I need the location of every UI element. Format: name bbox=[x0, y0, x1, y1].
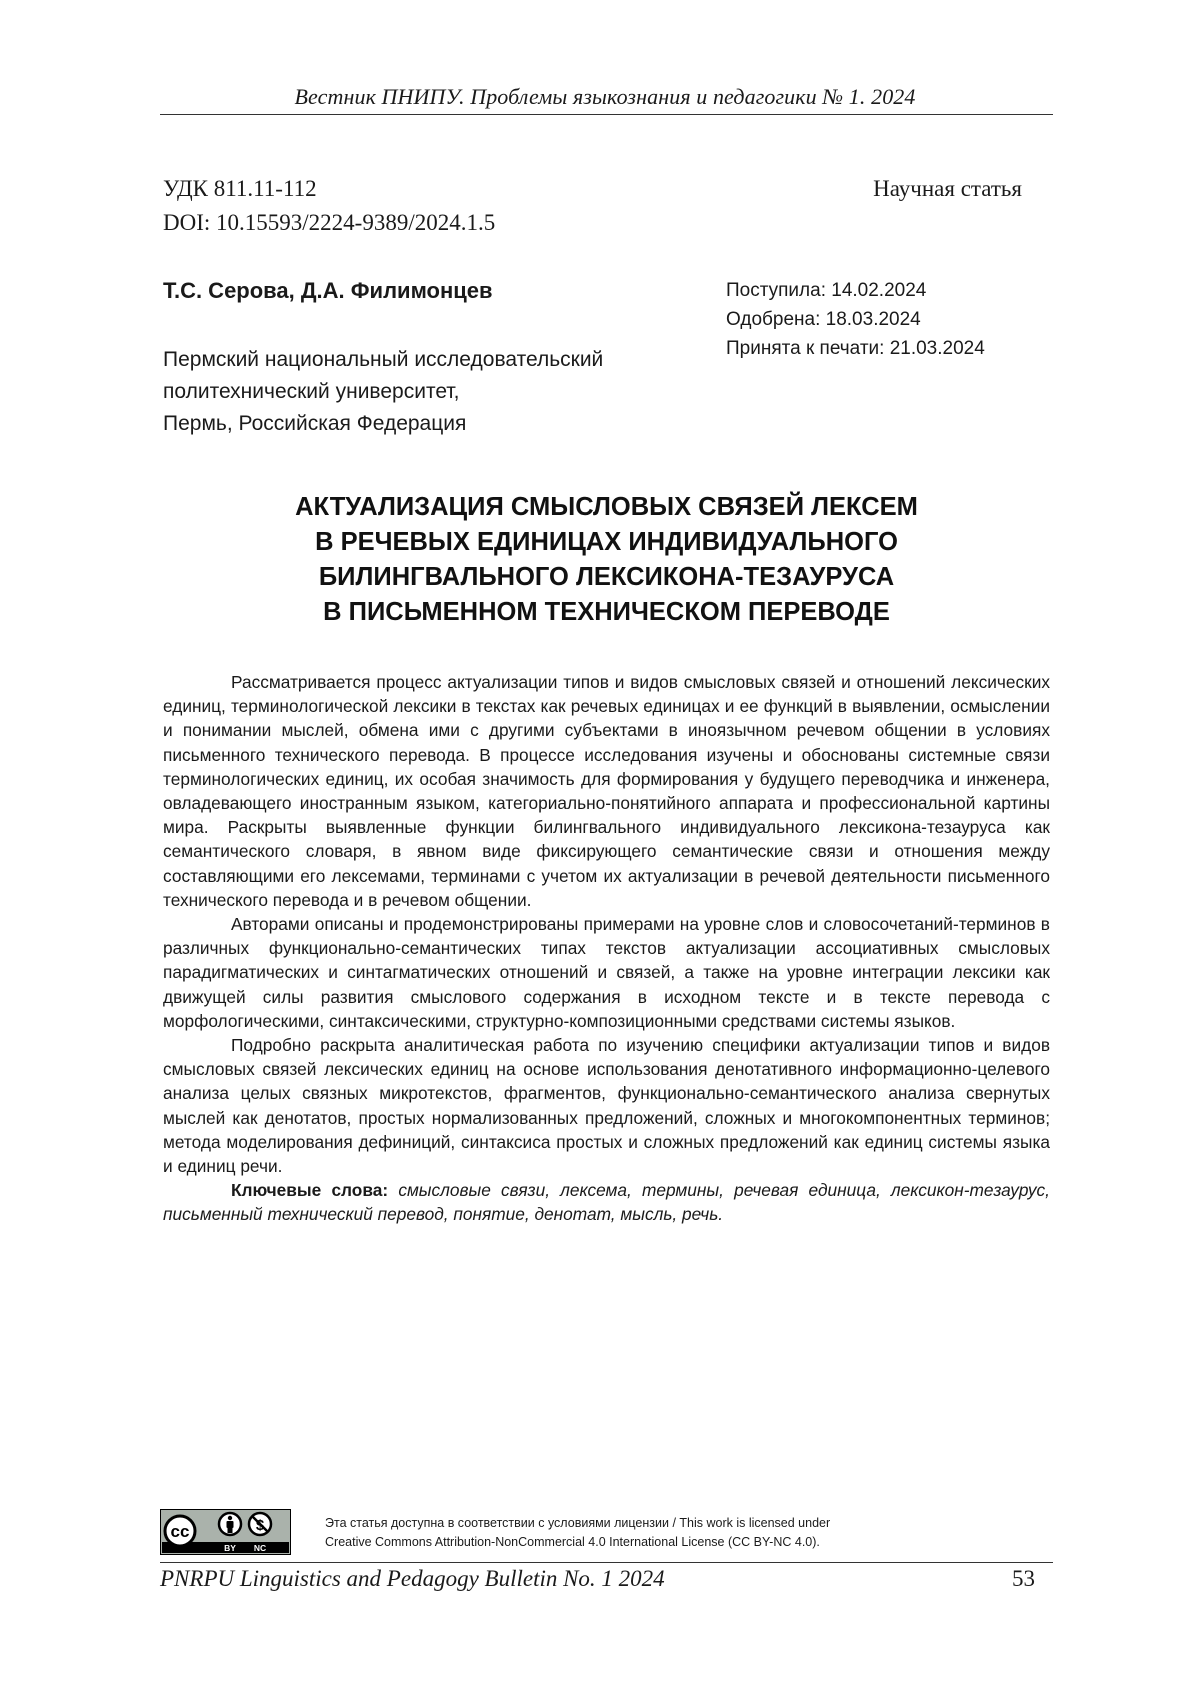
received-date: Поступила: 14.02.2024 bbox=[726, 276, 985, 305]
approved-date: Одобрена: 18.03.2024 bbox=[726, 305, 985, 334]
page-number: 53 bbox=[1012, 1566, 1035, 1592]
title-line: В РЕЧЕВЫХ ЕДИНИЦАХ ИНДИВИДУАЛЬНОГО bbox=[160, 525, 1053, 560]
by-label: BY bbox=[224, 1543, 236, 1553]
header-divider bbox=[160, 114, 1053, 115]
affiliation-line: Пермь, Российская Федерация bbox=[163, 408, 603, 440]
authors: Т.С. Серова, Д.А. Филимонцев bbox=[163, 278, 493, 304]
nc-label: NC bbox=[254, 1543, 266, 1553]
by-person-icon bbox=[219, 1513, 241, 1535]
footer-divider bbox=[160, 1562, 1053, 1563]
accepted-date: Принята к печати: 21.03.2024 bbox=[726, 334, 985, 363]
title-line: БИЛИНГВАЛЬНОГО ЛЕКСИКОНА-ТЕЗАУРУСА bbox=[160, 560, 1053, 595]
abstract-paragraph: Рассматривается процесс актуализации типов и видов смысловых связей и отношений лексических единиц, терминологической лексики в текстах как речевых единицах и ее функций в выявлении, осмыслении и понимании мыслей, обмена ими с другими субъектами в иноязычном речевом общении в условиях письменного технического перевода. В процессе исследования изучены и обоснованы системные связи терминологических единиц, их особая значимость для формирования у будущего переводчика и инженера, овладевающего иностранным языком, кате­гориально-понятийного аппарата и профессиональной картины мира. Раскрыты выявленные функции билингвального индивидуального лексикона-тезауруса как семантического словаря, в явном виде фиксирующего семантические связи и отношения между составляющими его лек­семами, терминами с учетом их актуализации в речевой деятельности письменного технического перевода и в речевом общении. bbox=[163, 670, 1050, 912]
cc-license-badge[interactable] bbox=[160, 1509, 291, 1555]
affiliation bbox=[163, 344, 603, 440]
affiliation-line: Пермский национальный исследовательский bbox=[163, 344, 603, 376]
nc-dollar-icon bbox=[249, 1513, 271, 1535]
footer-journal: PNRPU Linguistics and Pedagogy Bulletin No. 1 2024 bbox=[160, 1566, 665, 1592]
cc-logo-text: cc bbox=[171, 1522, 190, 1541]
title-line: В ПИСЬМЕННОМ ТЕХНИЧЕСКОМ ПЕРЕВОДЕ bbox=[160, 595, 1053, 630]
keywords bbox=[163, 1178, 1050, 1226]
affiliation-line: политехнический университет, bbox=[163, 376, 603, 408]
article-title bbox=[160, 490, 1053, 630]
license-link[interactable]: Creative Commons Attribution-NonCommercial 4.0 International License (CC BY-NC 4.0). bbox=[325, 1533, 830, 1552]
running-header: Вестник ПНИПУ. Проблемы языкознания и педагогики № 1. 2024 bbox=[160, 84, 1050, 110]
keywords-list: смысловые связи, лексема, термины, речевая единица, лексикон-тезаурус, письменный технический перевод, понятие, денотат, мысль, речь. bbox=[163, 1180, 1050, 1224]
abstract bbox=[163, 670, 1050, 1227]
abstract-paragraph: Авторами описаны и продемонстрированы примерами на уровне слов и словосочетаний-терминов в различных функционально-семантических типах текстов актуализации ассоциатив­ных смысловых парадигматических и синтагматических отношений и связей, а также на уровне интеграции лексики как движущей силы развития смыслового содержания в исходном тексте и в тексте перевода с морфологическими, синтаксическими, структурно-композиционными сред­ствами системы языков. bbox=[163, 912, 1050, 1033]
article-identifiers bbox=[163, 172, 495, 240]
title-line: АКТУАЛИЗАЦИЯ СМЫСЛОВЫХ СВЯЗЕЙ ЛЕКСЕМ bbox=[160, 490, 1053, 525]
keywords-label: Ключевые слова: bbox=[231, 1180, 388, 1200]
udc-code: УДК 811.11-112 bbox=[163, 172, 495, 206]
license-notice bbox=[325, 1514, 830, 1552]
article-page bbox=[0, 0, 1200, 1705]
article-type: Научная статья bbox=[873, 172, 1022, 206]
license-line: Эта статья доступна в соответствии с условиями лицензии / This work is licensed under bbox=[325, 1514, 830, 1533]
doi[interactable]: DOI: 10.15593/2224-9389/2024.1.5 bbox=[163, 206, 495, 240]
abstract-paragraph: Подробно раскрыта аналитическая работа по изучению специфики актуализации типов и видов смысловых связей лексических единиц на основе использования денотативного информа­ционно-целевого анализа целых связных микротекстов, фрагментов, функционально-семантического анализа свернутых мыслей как денотатов, простых нормализованных предложе­ний, сложных и многокомпонентных терминов; метода моделирования дефиниций, синтаксиса простых и сложных предложений как единиц системы языка и единиц речи. bbox=[163, 1033, 1050, 1178]
cc-logo-icon bbox=[165, 1516, 195, 1546]
publication-dates bbox=[726, 276, 985, 363]
